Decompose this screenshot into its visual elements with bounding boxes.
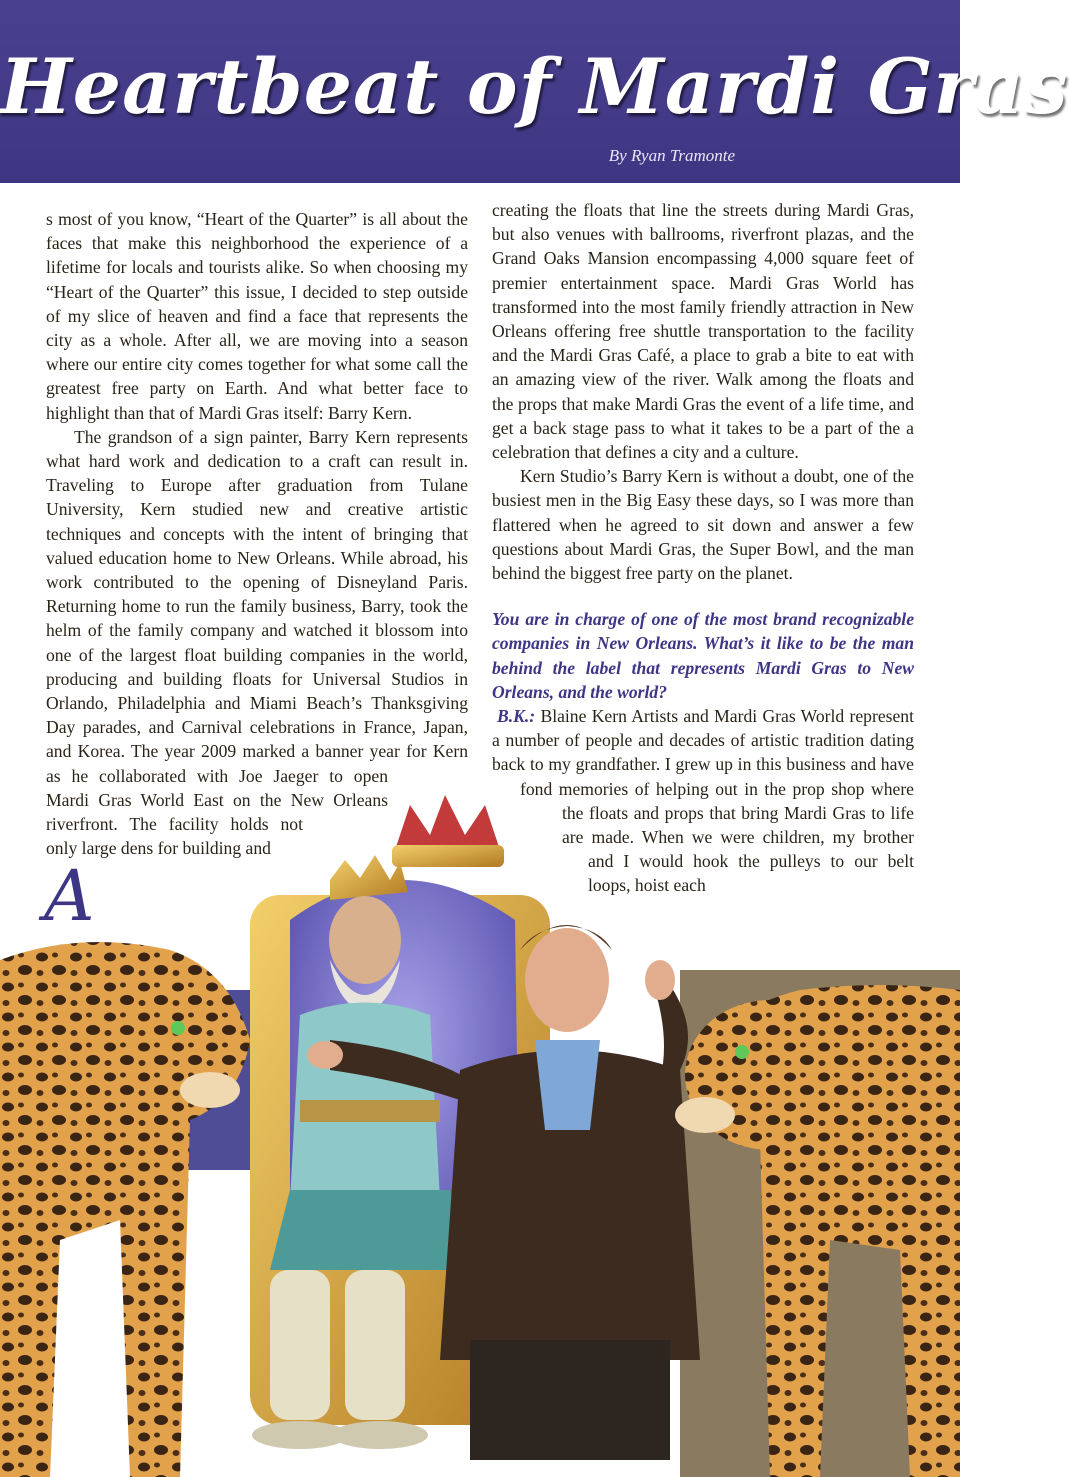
article-paragraph: creating the floats that line the streets during Mardi Gras, but also venues with ballrooms, riverfront plazas, and the Grand Oaks Mansion encompassing 4,000 square feet of premier entertainment space. Mardi Gras World has transformed into the most family friendly attraction in New Orleans offering free shuttle transportation to the facility and the Mardi Gras Café, a place to grab a bite to eat with an amazing view of the river. Walk among the floats and the props that make Mardi Gras the event of a life time, and get a back stage pass to what it takes to be a part of the a celebration that defines a city and a culture.: [492, 200, 914, 463]
drop-cap: A: [44, 855, 95, 937]
article-paragraph: The grandson of a sign painter, Barry Kern represents what hard work and dedication to a craft can result in. Traveling to Europe after graduation from Tulane University, Kern studied new and creative artistic techniques and concepts with the intent of bringing that valued education home to New Orleans. While abroad, his work contributed to the opening of Disneyland Paris. Returning home to run the family business, Barry, took the helm of the family company and watched it blossom into one of the largest float building companies in the world, producing and building floats for Universal Studios in Orlando, Philadelphia and Miami Beach’s Thanksgiving Day parades, and Carnival celebrations in France, Japan, and Korea. The year 2009 marked a banner year for Kern as he collaborated with Joe Jaeger to open Mardi Gras World East on the New Orleans riverfront. The facility holds not only large dens for building and: [46, 426, 468, 859]
article-paragraph: Kern Studio’s Barry Kern is without a doubt, one of the busiest men in the Big Easy these days, so I was more than flattered when he agreed to sit down and answer a few questions about Mardi Gras, the Super Bowl, and the man behind the biggest free party on the planet.: [492, 466, 914, 584]
interview-question: You are in charge of one of the most brand recognizable companies in New Orleans. What’s it like to be the man behind the label that represents Mardi Gras to New Orleans, and the world?: [492, 609, 914, 702]
article-title: Heartbeat of Mardi Gras: [0, 42, 1069, 131]
feature-photo: [0, 800, 960, 1477]
photo-illustration: [0, 800, 960, 1477]
paragraph-text: s most of you know, “Heart of the Quarter” is all about the faces that make this neighborhood the experience of a lifetime for locals and tourists alike. So when choosing my “Heart of the Quarter” this issue, I decided to step outside of my slice of heaven and find a face that represents the city as a whole. After all, we are moving into a season where our entire city comes together for what some call the greatest free party on Earth. And what better face to highlight than that of Mardi Gras itself: Barry Kern.: [46, 209, 468, 423]
answer-label: B.K.:: [497, 706, 536, 727]
byline: By Ryan Tramonte: [608, 146, 735, 165]
answer-text: Blaine Kern Artists and Mardi Gras World represent a number of people and decades of artistic tradition dating back to my grandfather. I grew up in this business and have fond memories of helping out in the prop shop where the floats and props that bring Mardi Gras to life are made. When we were children, my brother and I would hook the pulleys to our belt loops, hoist each: [492, 706, 914, 896]
throne-crown: [392, 795, 504, 867]
masthead: [0, 0, 1069, 183]
leopard-statue-left: [0, 942, 250, 1477]
